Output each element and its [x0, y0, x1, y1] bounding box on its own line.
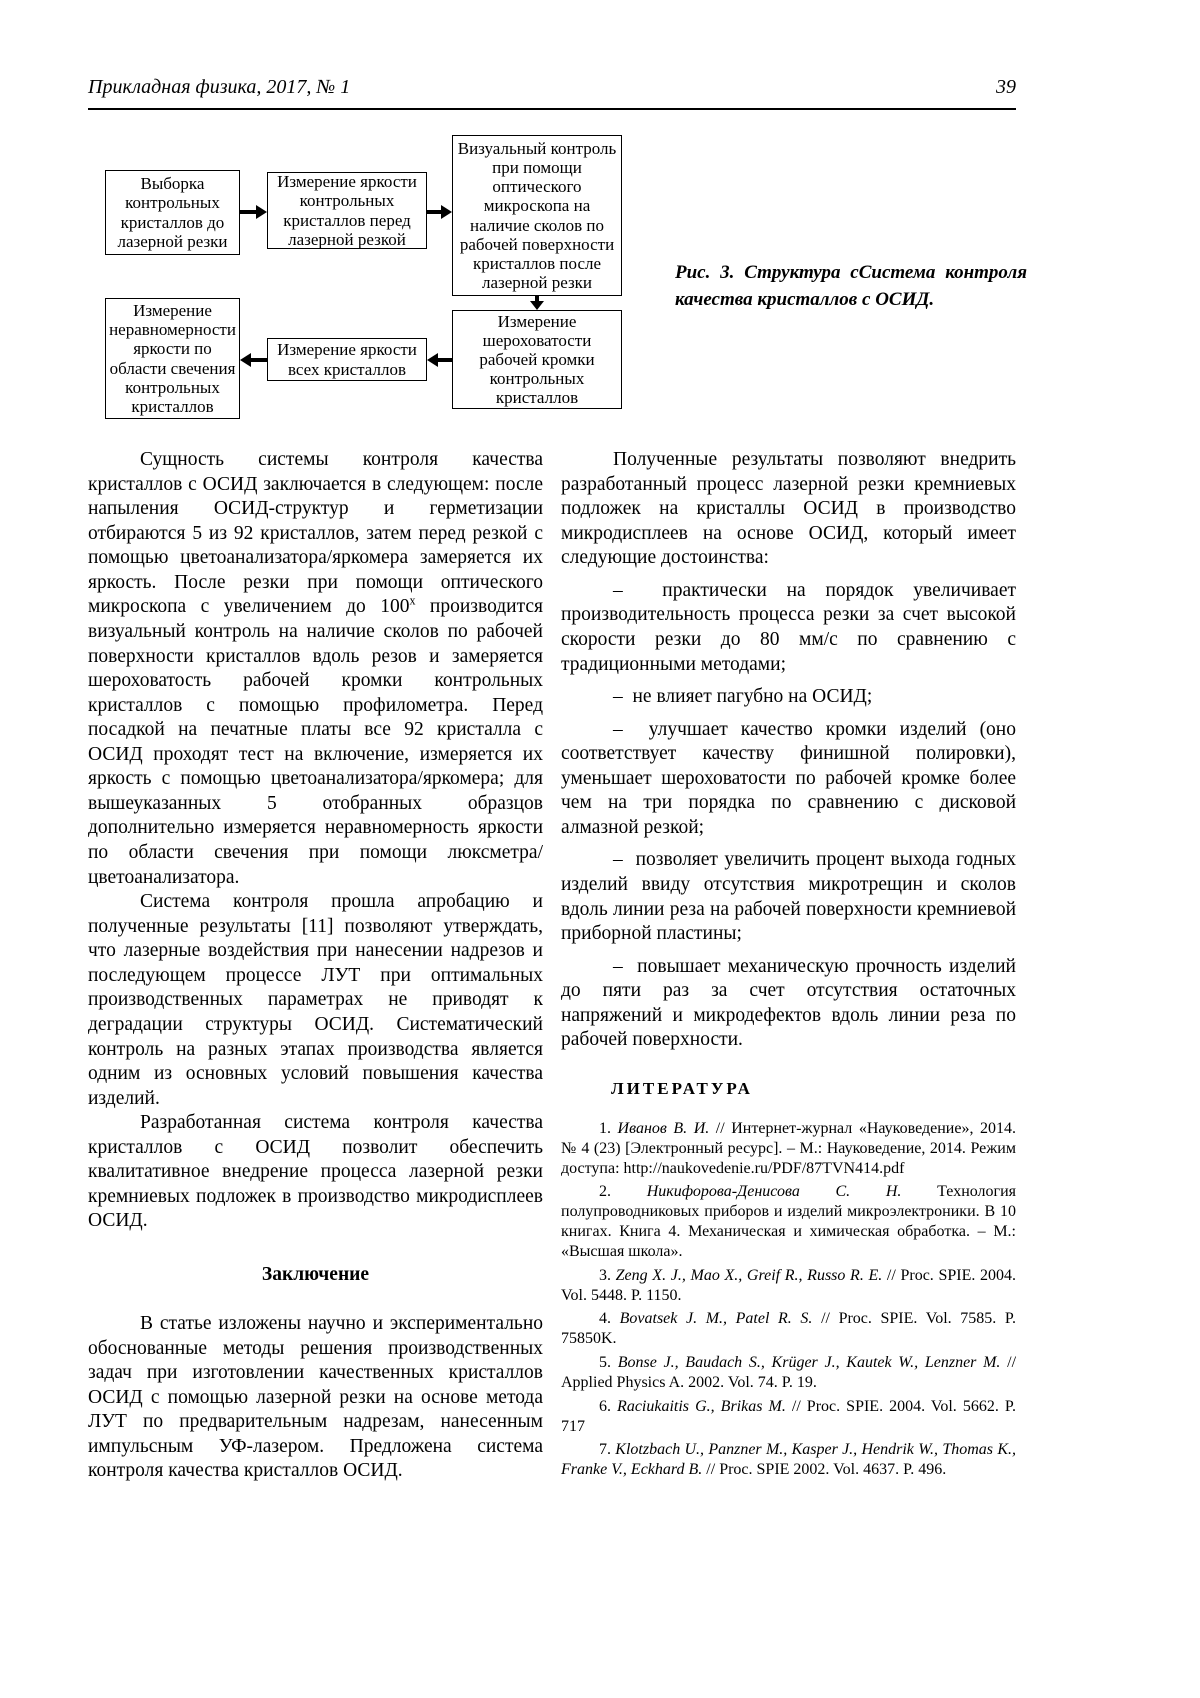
- header-rule: [88, 108, 1016, 110]
- reference-authors: Raciukaitis G., Brikas M.: [617, 1397, 786, 1415]
- reference-authors: Bovatsek J. M., Patel R. S.: [619, 1310, 813, 1328]
- reference-item-4: [561, 1309, 1016, 1349]
- reference-authors: Иванов В. И.: [617, 1119, 710, 1137]
- advantage-item-2: – не влияет пагубно на ОСИД;: [613, 686, 873, 708]
- reference-item-5: [561, 1353, 1016, 1393]
- reference-number: 4.: [599, 1310, 611, 1328]
- body-columns: [88, 448, 1016, 1484]
- figure-caption: Рис. 3. Структура сСистема контроля качества кристаллов с ОСИД.: [675, 262, 1027, 310]
- reference-authors: Никифорова-Денисова С. Н.: [646, 1183, 902, 1201]
- left-paragraph-1: [88, 448, 543, 890]
- flow-box-brightness-before: Измерение яркости контрольных кристаллов перед лазерной резкой: [267, 172, 427, 249]
- flow-box-uniformity: Измерение неравномерности яркости по области свечения контрольных кристаллов: [105, 298, 240, 419]
- page-number: 39: [996, 76, 1016, 98]
- reference-item-1: [561, 1119, 1016, 1178]
- reference-number: 1.: [599, 1119, 611, 1137]
- reference-text: // Интернет-журнал «Науковедение», 2014. № 4 (23) [Электронный ресурс]. – М.: Науковедение, 2014. Режим доступа: http://naukovedenie.ru/PDF/87TVN414.pdf: [561, 1119, 1016, 1177]
- reference-item-2: [561, 1182, 1016, 1261]
- reference-authors: Bonse J., Baudach S., Krüger J., Kautek W., Lenzner M.: [617, 1354, 1001, 1372]
- flow-arrow-right-2-icon: [427, 210, 442, 214]
- reference-number: 7.: [599, 1441, 611, 1459]
- reference-authors: Klotzbach U., Panzner M., Kasper J., Hendrik W., Thomas K., Franke V., Eckhard B.: [561, 1441, 1016, 1479]
- advantage-item-5: – повышает механическую прочность изделий до пяти раз за счет отсутствия остаточных напряжений и микродефектов вдоль линии реза по рабочей поверхности.: [561, 955, 1016, 1051]
- reference-text: Технология полупроводниковых приборов и изделий микроэлектроники. В 10 книгах. Книга 4. Механическая и химическая обработка. – М.: «Высшая школа».: [561, 1183, 1017, 1260]
- flow-arrow-right-1-icon: [240, 210, 257, 214]
- reference-number: 3.: [599, 1266, 611, 1284]
- left-column: [88, 448, 543, 1484]
- left-paragraph-1-part-a: Сущность системы контроля качества кристаллов с ОСИД заключается в следующем: после напыления ОСИД-структур и герметизации отбираются 5 из 92 кристаллов, затем перед резкой с помощью цветоанализатора/яркомера замеряется их яркость. После резки при помощи оптического микроскопа с увеличением до 100: [88, 449, 543, 618]
- reference-number: 5.: [599, 1354, 611, 1372]
- reference-item-7: [561, 1440, 1016, 1480]
- advantage-item-3: – улучшает качество кромки изделий (оно соответствует качеству финишной полировки), уменьшает шероховатости по рабочей кромке более чем на три порядка по сравнению с дисковой алмазной резкой;: [561, 718, 1016, 838]
- right-column: [561, 448, 1016, 1484]
- reference-item-3: [561, 1266, 1016, 1306]
- left-paragraph-1-part-b: производится визуальный контроль на наличие сколов по рабочей поверхности кристаллов вдоль резов и замеряется шероховатость рабочей кромки контрольных кристаллов с помощью профилометра. Перед посадкой на печатные платы все 92 кристалла с ОСИД проходят тест на включение, измеряется их яркость с помощью цветоанализатора/яркомера; для вышеуказанных 5 отобранных образцов дополнительно измеряется неравномерность яркости по области свечения при помощи люксметра/цветоанализатора.: [88, 596, 543, 888]
- reference-authors: Zeng X. J., Mao X., Greif R., Russo R. E.: [615, 1266, 883, 1284]
- reference-text: // Proc. SPIE. 2004. Vol. 5662. P. 717: [561, 1397, 1017, 1435]
- left-paragraph-4: В статье изложены научно и экспериментально обоснованные методы решения производственных задач при изготовлении качественных кристаллов ОСИД с помощью лазерной резки на основе метода ЛУТ по предварительным надрезам, нанесенным импульсным УФ-лазером. Предложена система контроля качества кристаллов ОСИД.: [88, 1313, 543, 1482]
- flow-box-sampling: Выборка контрольных кристаллов до лазерной резки: [105, 170, 240, 255]
- page-header: [88, 76, 1016, 99]
- reference-item-6: [561, 1397, 1016, 1437]
- advantage-item-1: – практически на порядок увеличивает производительность процесса резки за счет высокой скорости резки до 80 мм/с по сравнению с традиционными методами;: [561, 579, 1016, 675]
- flow-box-brightness-all: Измерение яркости всех кристаллов: [267, 338, 427, 381]
- right-paragraph-1: Полученные результаты позволяют внедрить разработанный процесс лазерной резки кремниевых подложек на кристаллы ОСИД в производство микродисплеев на основе ОСИД, который имеет следующие достоинства:: [561, 449, 1016, 569]
- reference-text: // Applied Physics A. 2002. Vol. 74. P. 19.: [561, 1354, 1017, 1391]
- journal-title: Прикладная физика, 2017, № 1: [88, 76, 351, 98]
- flow-arrow-left-2-icon: [250, 358, 267, 362]
- advantage-item-4: – позволяет увеличить процент выхода годных изделий ввиду отсутствия микротрещин и сколов вдоль линии реза на рабочей поверхности кремниевой приборной пластины;: [561, 849, 1016, 945]
- reference-text: // Proc. SPIE. Vol. 7585. P. 75850K.: [561, 1310, 1017, 1348]
- figure-3-flowchart: [88, 130, 1027, 430]
- reference-text: // Proc. SPIE 2002. Vol. 4637. P. 496.: [706, 1461, 947, 1479]
- conclusion-heading: Заключение: [261, 1264, 370, 1285]
- reference-text: // Proc. SPIE. 2004. Vol. 5448. P. 1150.: [561, 1266, 1017, 1304]
- flow-arrow-down-icon: [535, 296, 539, 301]
- superscript-x: х: [409, 593, 416, 608]
- flow-arrow-left-1-icon: [437, 358, 452, 362]
- flow-box-visual-inspection: Визуальный контроль при помощи оптического микроскопа на наличие сколов по рабочей поверхности кристаллов после лазерной резки: [452, 135, 622, 296]
- reference-number: 2.: [599, 1183, 611, 1201]
- left-paragraph-3: Разработанная система контроля качества кристаллов с ОСИД позволит обеспечить квалитативное внедрение процесса лазерной резки кремниевых подложек в производство микродисплеев ОСИД.: [88, 1112, 543, 1232]
- literature-heading: ЛИТЕРАТУРА: [611, 1078, 753, 1098]
- flow-box-roughness: Измерение шероховатости рабочей кромки контрольных кристаллов: [452, 310, 622, 409]
- reference-number: 6.: [599, 1397, 611, 1415]
- left-paragraph-2: Система контроля прошла апробацию и полученные результаты [11] позволяют утверждать, что лазерные воздействия при нанесении надрезов и последующем процессе ЛУТ при оптимальных производственных параметрах не приводят к деградации структуры ОСИД. Систематический контроль на разных этапах производства является одним из основных условий повышения качества изделий.: [88, 891, 543, 1109]
